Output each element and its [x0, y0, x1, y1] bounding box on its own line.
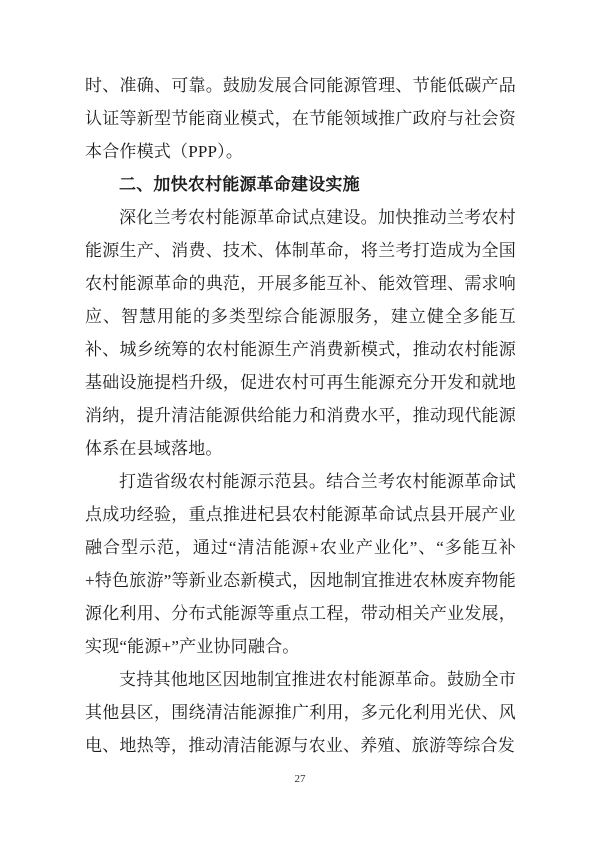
paragraph: 支持其他地区因地制宜推进农村能源革命。鼓励全市其他县区，围绕清洁能源推广利用，多元化利用光伏、风电、地热等，推动清洁能源与农业、养殖、旅游等综合发 [85, 670, 516, 755]
paragraph: 打造省级农村能源示范县。结合兰考农村能源革命试点成功经验，重点推进杞县农村能源革命试点县开展产业融合型示范，通过“清洁能源+农业产业化”、“多能互补+特色旅游”等新业态新模式，因地制宜推进农林废弃物能源化利用、分布式能源等重点工程，带动相关产业发展，实现“能源+”产业协同融合。 [85, 472, 516, 656]
page-number: 27 [294, 773, 306, 785]
paragraph-continuation: 时、准确、可靠。鼓励发展合同能源管理、节能低碳产品认证等新型节能商业模式，在节能领域推广政府与社会资本合作模式（PPP）。 [85, 76, 516, 161]
section-heading: 二、加快农村能源革命建设实施 [119, 175, 360, 194]
paragraph: 深化兰考农村能源革命试点建设。加快推动兰考农村能源生产、消费、技术、体制革命，将兰考打造成为全国农村能源革命的典范，开展多能互补、能效管理、需求响应、智慧用能的多类型综合能源服务，建立健全多能互补、城乡统筹的农村能源生产消费新模式，推动农村能源基础设施提档升级，促进农村可再生能源充分开发和就地消纳，提升清洁能源供给能力和消费水平，推动现代能源体系在县域落地。 [85, 208, 516, 458]
document-body [85, 69, 516, 762]
